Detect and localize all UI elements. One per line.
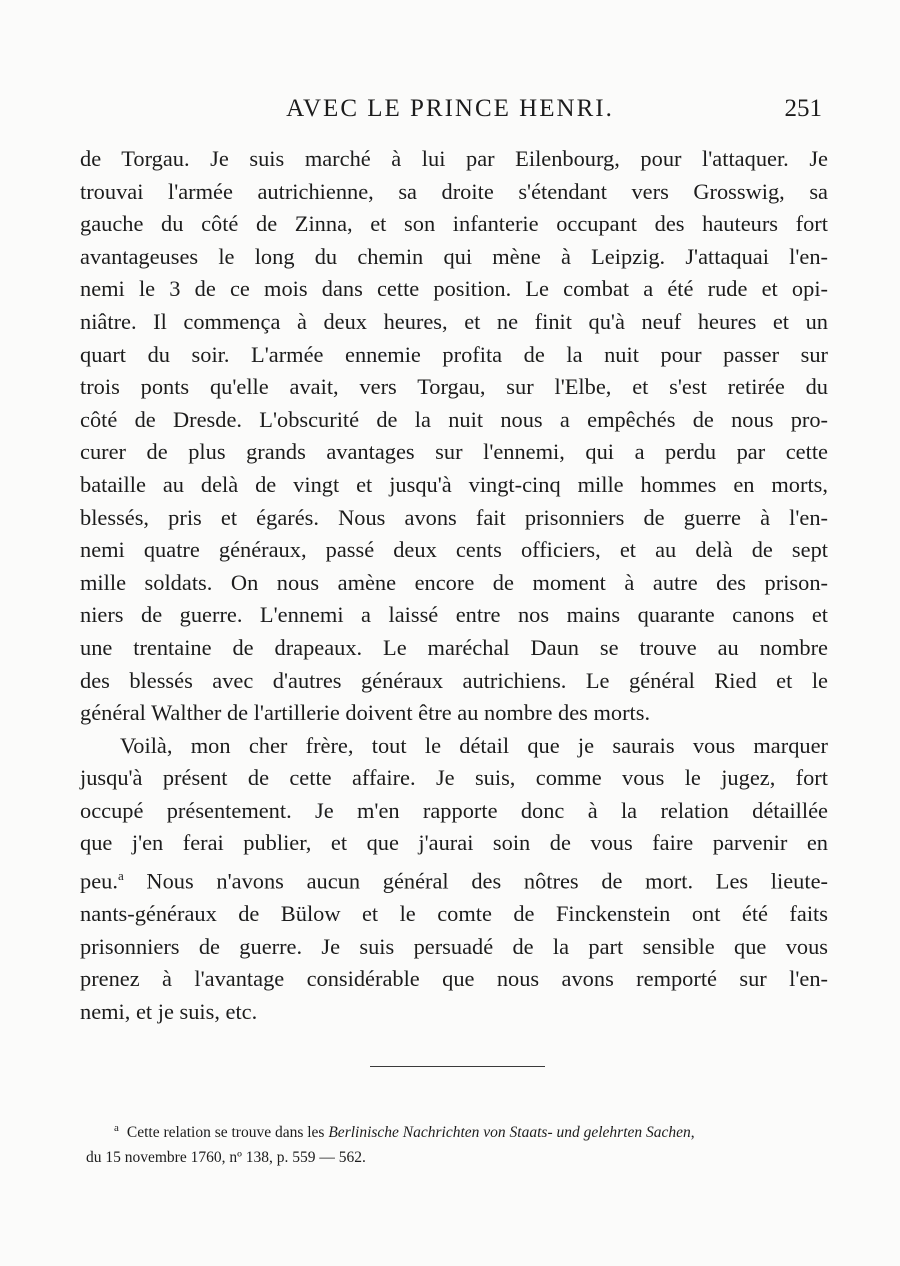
page-number: 251 <box>784 95 822 122</box>
paragraph-2 <box>80 730 828 1029</box>
note-line-start: peu. <box>80 868 118 894</box>
text-line: nants-généraux de Bülow et le comte de Finckenstein ont été faits <box>80 901 828 927</box>
text-line: trouvai l'armée autrichienne, sa droite s'étendant vers Grosswig, sa <box>80 178 828 204</box>
footnote-punctuation: , <box>690 1124 695 1142</box>
text-line: bataille au delà de vingt et jusqu'à vingt-cinq mille hommes en morts, <box>80 471 828 497</box>
text-line: côté de Dresde. L'obscurité de la nuit nous a empêchés de nous pro- <box>80 406 828 432</box>
text-line-with-note <box>80 860 828 898</box>
footnote-mark: a <box>114 1122 119 1134</box>
text-line: Voilà, mon cher frère, tout le détail que je saurais vous marquer <box>120 732 828 758</box>
note-line-end: Nous n'avons aucun général des nôtres de mort. Les lieute- <box>123 868 828 894</box>
footnote-line: du 15 novembre 1760, nº 138, p. 559 — 562. <box>86 1149 366 1167</box>
footnote-publication-title: Berlinische Nachrichten von Staats- und gelehrten Sachen <box>328 1124 691 1142</box>
text-line: prisonniers de guerre. Je suis persuadé de la part sensible que vous <box>80 933 828 959</box>
text-line: trois ponts qu'elle avait, vers Torgau, sur l'Elbe, et s'est retirée du <box>80 374 828 400</box>
footnote-text: Cette relation se trouve dans les <box>126 1124 329 1142</box>
text-line: nemi quatre généraux, passé deux cents officiers, et au delà de sept <box>80 537 828 563</box>
page-header <box>0 95 900 131</box>
footnote-line <box>86 1116 834 1145</box>
text-line: une trentaine de drapeaux. Le maréchal Daun se trouve au nombre <box>80 634 828 660</box>
text-line: occupé présentement. Je m'en rapporte donc à la relation détaillée <box>80 797 828 823</box>
text-line: de Torgau. Je suis marché à lui par Eilenbourg, pour l'attaquer. Je <box>80 146 828 171</box>
text-line: prenez à l'avantage considérable que nous avons remporté sur l'en- <box>80 966 828 992</box>
footnote <box>86 1116 834 1170</box>
text-line: que j'en ferai publier, et que j'aurai soin de vous faire parvenir en <box>80 830 828 856</box>
text-line: général Walther de l'artillerie doivent être au nombre des morts. <box>80 700 651 726</box>
footnote-reference: a <box>117 868 124 884</box>
text-line: curer de plus grands avantages sur l'ennemi, qui a perdu par cette <box>80 439 828 465</box>
footnote-separator-rule <box>370 1066 545 1067</box>
text-line: gauche du côté de Zinna, et son infanterie occupant des hauteurs fort <box>80 211 828 237</box>
text-line: nemi, et je suis, etc. <box>80 998 258 1024</box>
text-line: nemi le 3 de ce mois dans cette position. Le combat a été rude et opi- <box>80 276 828 302</box>
text-line: blessés, pris et égarés. Nous avons fait prisonniers de guerre à l'en- <box>80 504 828 530</box>
text-line: mille soldats. On nous amène encore de moment à autre des prison- <box>80 569 828 595</box>
running-title: AVEC LE PRINCE HENRI. <box>286 95 614 122</box>
text-line: niâtre. Il commença à deux heures, et ne finit qu'à neuf heures et un <box>80 308 828 334</box>
text-line: avantageuses le long du chemin qui mène à Leipzig. J'attaquai l'en- <box>80 243 828 269</box>
text-line: des blessés avec d'autres généraux autrichiens. Le général Ried et le <box>80 667 828 693</box>
text-line: jusqu'à présent de cette affaire. Je suis, comme vous le jugez, fort <box>80 765 828 791</box>
text-line: quart du soir. L'armée ennemie profita de la nuit pour passer sur <box>80 341 828 367</box>
paragraph-1 <box>80 143 828 730</box>
letter-body <box>80 143 828 1029</box>
text-line: niers de guerre. L'ennemi a laissé entre nos mains quarante canons et <box>80 602 828 628</box>
